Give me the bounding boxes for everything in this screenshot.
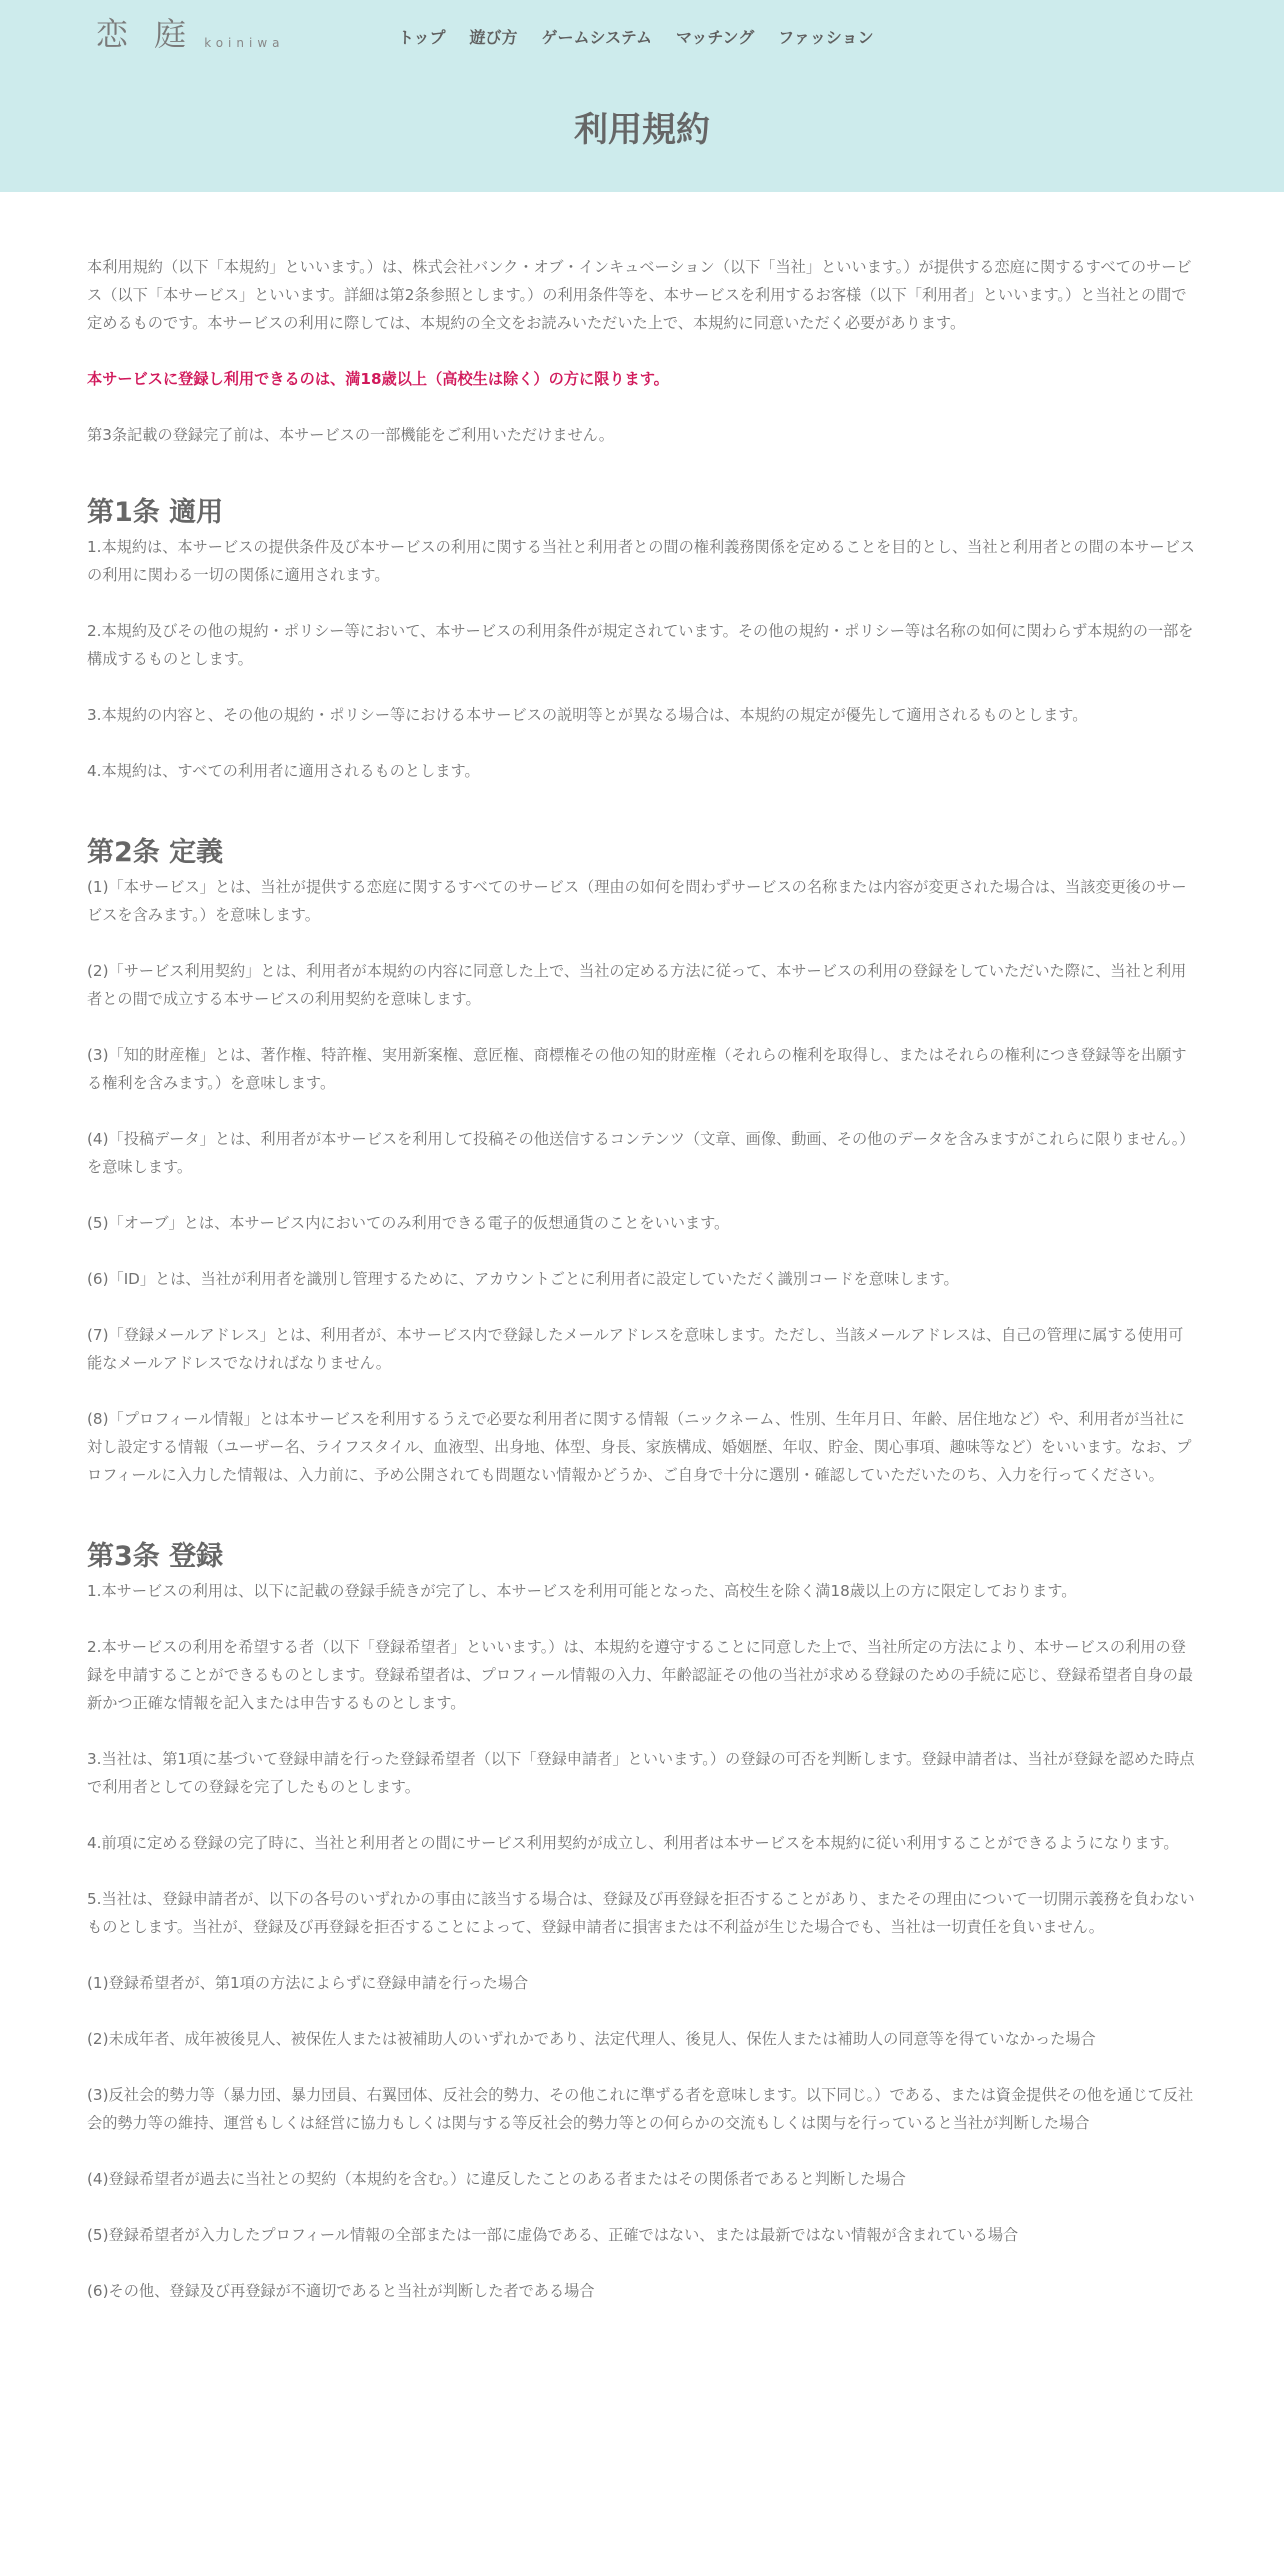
article-paragraph: (4)「投稿データ」とは、利用者が本サービスを利用して投稿その他送信するコンテンツ（文章、画像、動画、その他のデータを含みますがこれらに限りません。）を意味します。: [87, 1130, 1195, 1176]
article-2: [87, 833, 1197, 1489]
article-title: 第1条 適用: [87, 497, 224, 528]
site-logo[interactable]: [96, 14, 285, 54]
article-paragraph: (6)その他、登録及び再登録が不適切であると当社が判断した者である場合: [87, 2282, 595, 2300]
logo-roman: koiniwa: [204, 36, 285, 50]
article-paragraph: (6)「ID」とは、当社が利用者を識別し管理するために、アカウントごとに利用者に設定していただく識別コードを意味します。: [87, 1270, 959, 1288]
registration-note: 第3条記載の登録完了前は、本サービスの一部機能をご利用いただけません。: [87, 426, 614, 444]
nav-item-matching[interactable]: マッチング: [675, 28, 755, 47]
article-paragraph: 1.本サービスの利用は、以下に記載の登録手続きが完了し、本サービスを利用可能となった、高校生を除く満18歳以上の方に限定しております。: [87, 1582, 1077, 1600]
article-3: [87, 1537, 1197, 2305]
article-paragraph: (3)「知的財産権」とは、著作権、特許権、実用新案権、意匠権、商標権その他の知的財産権（それらの権利を取得し、またはそれらの権利につき登録等を出願する権利を含みます。）を意味します。: [87, 1046, 1187, 1092]
article-paragraph: (3)反社会的勢力等（暴力団、暴力団員、右翼団体、反社会的勢力、その他これに準ずる者を意味します。以下同じ。）である、または資金提供その他を通じて反社会的勢力等の維持、運営もしくは経営に協力もしくは関与する等反社会的勢力等との何らかの交流もしくは関与を行っていると当社が判断した場合: [87, 2086, 1194, 2132]
nav-item-top[interactable]: トップ: [398, 28, 446, 47]
article-title: 第3条 登録: [87, 1541, 224, 1572]
article-paragraph: (2)「サービス利用契約」とは、利用者が本規約の内容に同意した上で、当社の定める方法に従って、本サービスの利用の登録をしていただいた際に、当社と利用者との間で成立する本サービスの利用契約を意味します。: [87, 962, 1187, 1008]
intro-paragraph: 本利用規約（以下「本規約」といいます。）は、株式会社バンク・オブ・インキュベーション（以下「当社」といいます。）が提供する恋庭に関するすべてのサービス（以下「本サービス」といいます。詳細は第2条参照とします。）の利用条件等を、本サービスを利用するお客様（以下「利用者」といいます。）と当社との間で定めるものです。本サービスの利用に際しては、本規約の全文をお読みいただいた上で、本規約に同意いただく必要があります。: [87, 258, 1192, 332]
terms-content: [87, 253, 1197, 2333]
article-paragraph: (7)「登録メールアドレス」とは、利用者が、本サービス内で登録したメールアドレスを意味します。ただし、当該メールアドレスは、自己の管理に属する使用可能なメールアドレスでなければなりません。: [87, 1326, 1184, 1372]
nav-item-game-system[interactable]: ゲームシステム: [541, 28, 652, 47]
nav-item-how-to-play[interactable]: 遊び方: [469, 28, 518, 47]
article-paragraph: (2)未成年者、成年被後見人、被保佐人または被補助人のいずれかであり、法定代理人、後見人、保佐人または補助人の同意等を得ていなかった場合: [87, 2030, 1096, 2048]
nav-item-fashion[interactable]: ファッション: [778, 28, 874, 47]
page-title: 利用規約: [574, 110, 710, 150]
article-1: [87, 493, 1197, 785]
article-paragraph: 5.当社は、登録申請者が、以下の各号のいずれかの事由に該当する場合は、登録及び再登録を拒否することがあり、またその理由について一切開示義務を負わないものとします。当社が、登録及び再登録を拒否することによって、登録申請者に損害または不利益が生じた場合でも、当社は一切責任を負いません。: [87, 1890, 1195, 1936]
article-paragraph: (5)「オーブ」とは、本サービス内においてのみ利用できる電子的仮想通貨のことをいいます。: [87, 1214, 730, 1232]
article-paragraph: 1.本規約は、本サービスの提供条件及び本サービスの利用に関する当社と利用者との間の権利義務関係を定めることを目的とし、当社と利用者との間の本サービスの利用に関わる一切の関係に適用されます。: [87, 538, 1195, 584]
age-notice: 本サービスに登録し利用できるのは、満18歳以上（高校生は除く）の方に限ります。: [87, 370, 669, 388]
article-paragraph: (8)「プロフィール情報」とは本サービスを利用するうえで必要な利用者に関する情報（ニックネーム、性別、生年月日、年齢、居住地など）や、利用者が当社に対し設定する情報（ユーザー名、ライフスタイル、血液型、出身地、体型、身長、家族構成、婚姻歴、年収、貯金、関心事項、趣味等など）をいいます。なお、プロフィールに入力した情報は、入力前に、予め公開されても問題ない情報かどうか、ご自身で十分に選別・確認していただいたのち、入力を行ってください。: [87, 1410, 1192, 1484]
article-paragraph: 2.本サービスの利用を希望する者（以下「登録希望者」といいます。）は、本規約を遵守することに同意した上で、当社所定の方法により、本サービスの利用の登録を申請することができるものとします。登録希望者は、プロフィール情報の入力、年齢認証その他の当社が求める登録のための手続に応じ、登録希望者自身の最新かつ正確な情報を記入または申告するものとします。: [87, 1638, 1193, 1712]
page-header: [0, 0, 1284, 192]
article-paragraph: (1)「本サービス」とは、当社が提供する恋庭に関するすべてのサービス（理由の如何を問わずサービスの名称または内容が変更された場合は、当該変更後のサービスを含みます。）を意味します。: [87, 878, 1187, 924]
article-title: 第2条 定義: [87, 837, 224, 868]
article-paragraph: (1)登録希望者が、第1項の方法によらずに登録申請を行った場合: [87, 1974, 529, 1992]
article-paragraph: 4.本規約は、すべての利用者に適用されるものとします。: [87, 762, 480, 780]
article-paragraph: 3.本規約の内容と、その他の規約・ポリシー等における本サービスの説明等とが異なる場合は、本規約の規定が優先して適用されるものとします。: [87, 706, 1088, 724]
main-nav: [398, 28, 898, 48]
logo-kanji: 恋 庭: [96, 15, 195, 53]
article-paragraph: (4)登録希望者が過去に当社との契約（本規約を含む。）に違反したことのある者またはその関係者であると判断した場合: [87, 2170, 906, 2188]
article-paragraph: (5)登録希望者が入力したプロフィール情報の全部または一部に虚偽である、正確ではない、または最新ではない情報が含まれている場合: [87, 2226, 1019, 2244]
article-paragraph: 3.当社は、第1項に基づいて登録申請を行った登録希望者（以下「登録申請者」といいます。）の登録の可否を判断します。登録申請者は、当社が登録を認めた時点で利用者としての登録を完了したものとします。: [87, 1750, 1195, 1796]
article-paragraph: 2.本規約及びその他の規約・ポリシー等において、本サービスの利用条件が規定されています。その他の規約・ポリシー等は名称の如何に関わらず本規約の一部を構成するものとします。: [87, 622, 1194, 668]
article-paragraph: 4.前項に定める登録の完了時に、当社と利用者との間にサービス利用契約が成立し、利用者は本サービスを本規約に従い利用することができるようになります。: [87, 1834, 1179, 1852]
